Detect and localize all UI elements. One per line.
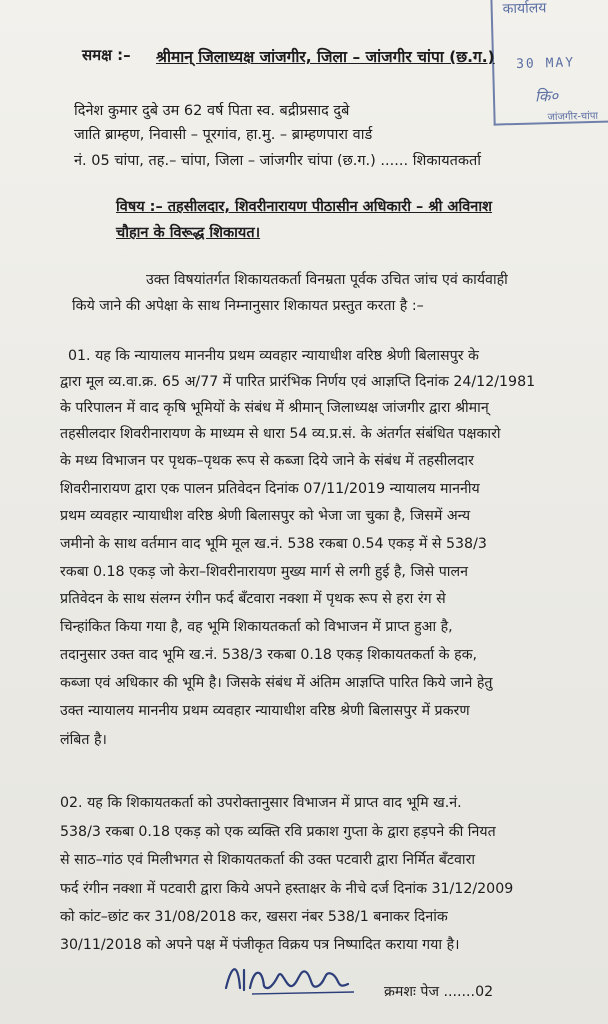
para1-line-10: प्रतिवेदन के साथ संलग्न रंगीन फर्द बँटवारा नक्शा में पृथक रूप से हरा रंग से [60, 591, 446, 607]
para1-line-4: तहसीलदार शिवरीनारायण के माध्यम से धारा 54 व्य.प्र.सं. के अंतर्गत संबंधित पक्षकारो [60, 426, 501, 442]
para1-line-8: जमीनो के साथ वर्तमान वाद भूमि मूल ख.नं. 538 रकबा 0.54 एकड़ में से 538/3 [60, 536, 487, 552]
para2-line-5: को कांट–छांट कर 31/08/2018 कर, खसरा नंबर 538/1 बनाकर दिनांक [60, 909, 448, 925]
stamp-office-text: कार्यालय [502, 0, 547, 18]
para2-line-1: 02. यह कि शिकायतकर्ता को उपरोक्तानुसार विभाजन में प्राप्त वाद भूमि ख.नं. [60, 795, 462, 811]
para1-line-9: रकबा 0.18 एकड़ जो केरा–शिवरीनारायण मुख्य मार्ग से लगी हुई है, जिसे पालन [60, 564, 468, 580]
complainant-line-3: नं. 05 चांपा, तह.– चांपा, जिला – जांजगीर चांपा (छ.ग.) ...... शिकायतकर्ता [74, 153, 482, 169]
para1-line-14: उक्त न्यायालय माननीय प्रथम व्यवहार न्यायाधीश वरिष्ठ श्रेणी बिलासपुर में प्रकरण [60, 703, 470, 719]
complainant-line-1: दिनेश कुमार दुबे उम 62 वर्ष पिता स्व. बद्रीप्रसाद दुबे [74, 103, 350, 119]
subject-line-1: विषय :– तहसीलदार, शिवरीनारायण पीठासीन अधिकारी – श्री अविनाश [116, 199, 492, 215]
office-receipt-stamp [490, 0, 608, 126]
para2-line-2: 538/3 रकबा 0.18 एकड़ को एक व्यक्ति रवि प्रकाश गुप्ता के द्वारा हड़पने की नियत [60, 824, 496, 840]
para1-line-12: तदानुसार उक्त वाद भूमि ख.नं. 538/3 रकबा 0.18 एकड़ शिकायतकर्ता के हक, [60, 647, 478, 663]
para1-line-3: के परिपालन में वाद कृषि भूमियों के संबंध में श्रीमान् जिलाध्यक्ष जांजगीर द्वारा श्रीमान् [60, 400, 489, 416]
addressee-label: समक्ष :– [82, 46, 131, 64]
para2-line-6: 30/11/2018 को अपने पक्ष में पंजीकृत विक्रय पत्र निष्पादित कराया गया है। [60, 937, 460, 953]
para1-line-13: कब्जा एवं अधिकार की भूमि है। जिसके संबंध में अंतिम आज्ञप्ति पारित किये जाने हेतु [60, 675, 493, 691]
para1-line-5: के मध्य विभाजन पर पृथक–पृथक रूप से कब्जा दिये जाने के संबंध में तहसीलदार [60, 453, 474, 469]
intro-line-1: उक्त विषयांतर्गत शिकायतकर्ता विनम्रता पूर्वक उचित जांच एवं कार्यवाही [146, 272, 508, 288]
para1-line-1: 01. यह कि न्यायालय माननीय प्रथम व्यवहार न्यायाधीश वरिष्ठ श्रेणी बिलासपुर के [68, 348, 479, 364]
para1-line-6: शिवरीनारायण द्वारा एक पालन प्रतिवेदन दिनांक 07/11/2019 न्यायालय माननीय [60, 481, 480, 497]
para2-line-4: फर्द रंगीन नक्शा में पटवारी द्वारा किये अपने हस्ताक्षर के नीचे दर्ज दिनांक 31/12/2009 [60, 881, 514, 897]
subject-line-2: चौहान के विरूद्ध शिकायत। [116, 225, 261, 241]
intro-line-2: किये जाने की अपेक्षा के साथ निम्नानुसार शिकायत प्रस्तुत करता है :– [72, 298, 424, 314]
stamp-signature: कि० [534, 86, 559, 106]
para1-line-2: द्वारा मूल व्य.वा.क्र. 65 अ/77 में पारित प्रारंभिक निर्णय एवं आज्ञप्ति दिनांक 24/12/1981 [60, 374, 536, 390]
stamp-date: 30 MAY [515, 55, 576, 72]
stamp-place: जांजगीर-चांपा [547, 110, 599, 124]
continuation-footer: क्रमशः पेज .......02 [384, 984, 494, 1000]
complainant-line-2: जाति ब्राम्हण, निवासी – पूरगांव, हा.मु. – ब्राम्हणपारा वार्ड [74, 127, 373, 143]
para1-line-15: लंबित है। [60, 732, 107, 748]
para1-line-7: प्रथम व्यवहार न्यायाधीश वरिष्ठ श्रेणी बिलासपुर को भेजा जा चुका है, जिसमें अन्य [60, 508, 471, 524]
addressee-text: श्रीमान् जिलाध्यक्ष जांजगीर, जिला – जांजगीर चांपा (छ.ग.) [156, 48, 495, 66]
para1-line-11: चिन्हांकित किया गया है, वह भूमि शिकायतकर्ता को विभाजन में प्राप्त हुआ है, [60, 619, 453, 635]
handwritten-signature [222, 958, 362, 1003]
signature-scribble [222, 958, 362, 998]
para2-line-3: से साठ–गांठ एवं मिलीभगत से शिकायतकर्ता की उक्त पटवारी द्वारा निर्मित बँटवारा [60, 852, 476, 868]
